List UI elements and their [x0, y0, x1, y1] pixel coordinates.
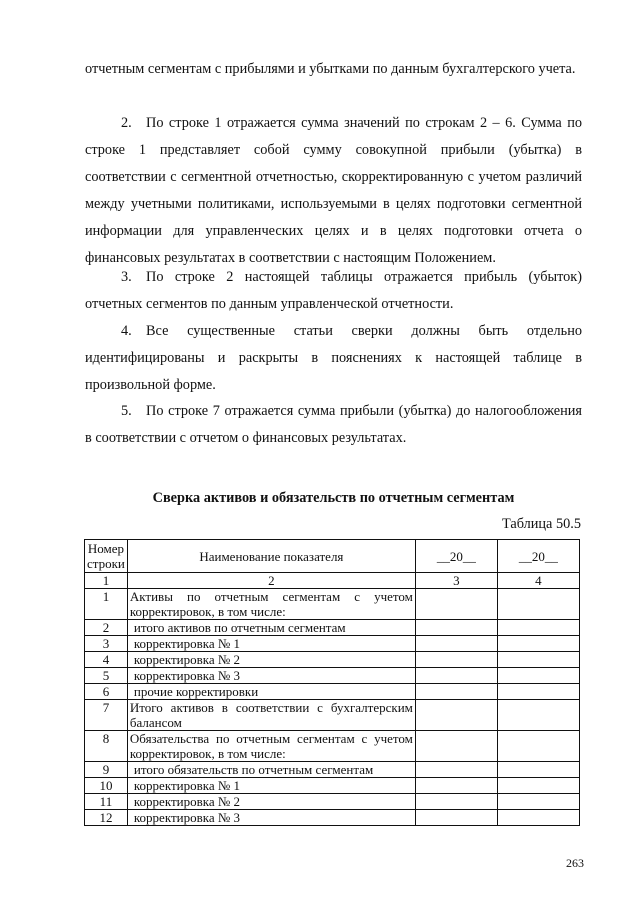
row-name: Обязательства по отчетным сегментам с учетом корректировок, в том числе:	[127, 731, 415, 762]
cell-year-2[interactable]	[497, 794, 579, 810]
column-numbers-row	[85, 573, 580, 589]
cell-year-2[interactable]	[497, 700, 579, 731]
cell-year-2[interactable]	[497, 810, 579, 826]
table-header-row	[85, 540, 580, 573]
row-name: Активы по отчетным сегментам с учетом корректировок, в том числе:	[127, 589, 415, 620]
row-number: 6	[85, 684, 128, 700]
table-row	[85, 589, 580, 620]
table-row	[85, 762, 580, 778]
row-name: корректировка № 3	[127, 810, 415, 826]
cell-year-2[interactable]	[497, 684, 579, 700]
cell-year-2[interactable]	[497, 620, 579, 636]
row-number: 7	[85, 700, 128, 731]
body-text-3	[85, 264, 582, 318]
row-number: 5	[85, 668, 128, 684]
row-number: 10	[85, 778, 128, 794]
column-number: 4	[497, 573, 579, 589]
reconciliation-table	[84, 539, 580, 826]
cell-year-2[interactable]	[497, 636, 579, 652]
row-name: корректировка № 1	[127, 636, 415, 652]
cell-year-2[interactable]	[497, 668, 579, 684]
cell-year-1[interactable]	[415, 731, 497, 762]
cell-year-2[interactable]	[497, 731, 579, 762]
header-row-number: Номер строки	[85, 540, 128, 573]
row-number: 11	[85, 794, 128, 810]
paragraph-3: 3. По строке 2 настоящей таблицы отражается прибыль (убыток) отчетных сегментов по данным управленческой отчетности.	[85, 269, 582, 312]
cell-year-1[interactable]	[415, 636, 497, 652]
body-text	[85, 56, 582, 83]
row-number: 4	[85, 652, 128, 668]
column-number: 2	[127, 573, 415, 589]
paragraph-2: 2. По строке 1 отражается сумма значений по строкам 2 – 6. Сумма по строке 1 представляет собой сумму совокупной прибыли (убытка) в соответствии с сегментной отчетностью, скорректированную с учетом различий между учетными политиками, используемыми в целях подготовки сегментной информации для управленческих целях и в целях подготовки отчета о финансовых результатах в соответствии с настоящим Положением.	[85, 115, 582, 266]
cell-year-1[interactable]	[415, 668, 497, 684]
row-number: 3	[85, 636, 128, 652]
row-name: корректировка № 2	[127, 794, 415, 810]
table-row	[85, 652, 580, 668]
row-number: 12	[85, 810, 128, 826]
row-name: корректировка № 2	[127, 652, 415, 668]
paragraph-1: отчетным сегментам с прибылями и убытками по данным бухгалтерского учета.	[85, 61, 576, 77]
table-row	[85, 700, 580, 731]
row-number: 9	[85, 762, 128, 778]
row-name: итого активов по отчетным сегментам	[127, 620, 415, 636]
table-row	[85, 636, 580, 652]
cell-year-1[interactable]	[415, 620, 497, 636]
header-year-1: __20__	[415, 540, 497, 573]
table-row	[85, 620, 580, 636]
body-text-2	[85, 110, 582, 272]
table-row	[85, 810, 580, 826]
table-row	[85, 668, 580, 684]
header-year-2: __20__	[497, 540, 579, 573]
row-name: корректировка № 3	[127, 668, 415, 684]
cell-year-1[interactable]	[415, 652, 497, 668]
cell-year-1[interactable]	[415, 700, 497, 731]
row-number: 8	[85, 731, 128, 762]
column-number: 3	[415, 573, 497, 589]
body-text-5	[85, 398, 582, 452]
table-label: Таблица 50.5	[501, 516, 581, 532]
table-row	[85, 778, 580, 794]
cell-year-1[interactable]	[415, 810, 497, 826]
page-number: 263	[566, 856, 584, 870]
cell-year-2[interactable]	[497, 762, 579, 778]
table-row	[85, 731, 580, 762]
row-number: 1	[85, 589, 128, 620]
cell-year-2[interactable]	[497, 778, 579, 794]
body-text-4	[85, 318, 582, 399]
row-name: итого обязательств по отчетным сегментам	[127, 762, 415, 778]
cell-year-2[interactable]	[497, 589, 579, 620]
row-name: корректировка № 1	[127, 778, 415, 794]
column-number: 1	[85, 573, 128, 589]
paragraph-5: 5. По строке 7 отражается сумма прибыли (убытка) до налогообложения в соответствии с отчетом о финансовых результатах.	[85, 403, 582, 446]
cell-year-1[interactable]	[415, 762, 497, 778]
cell-year-1[interactable]	[415, 794, 497, 810]
paragraph-4: 4. Все существенные статьи сверки должны быть отдельно идентифицированы и раскрыты в пояснениях к настоящей таблице в произвольной форме.	[85, 323, 582, 393]
table-heading: Сверка активов и обязательств по отчетным сегментам	[152, 490, 515, 506]
table-row	[85, 684, 580, 700]
table-row	[85, 794, 580, 810]
row-name: прочие корректировки	[127, 684, 415, 700]
row-name: Итого активов в соответствии с бухгалтерским балансом	[127, 700, 415, 731]
header-name: Наименование показателя	[127, 540, 415, 573]
cell-year-2[interactable]	[497, 652, 579, 668]
cell-year-1[interactable]	[415, 778, 497, 794]
cell-year-1[interactable]	[415, 589, 497, 620]
cell-year-1[interactable]	[415, 684, 497, 700]
row-number: 2	[85, 620, 128, 636]
